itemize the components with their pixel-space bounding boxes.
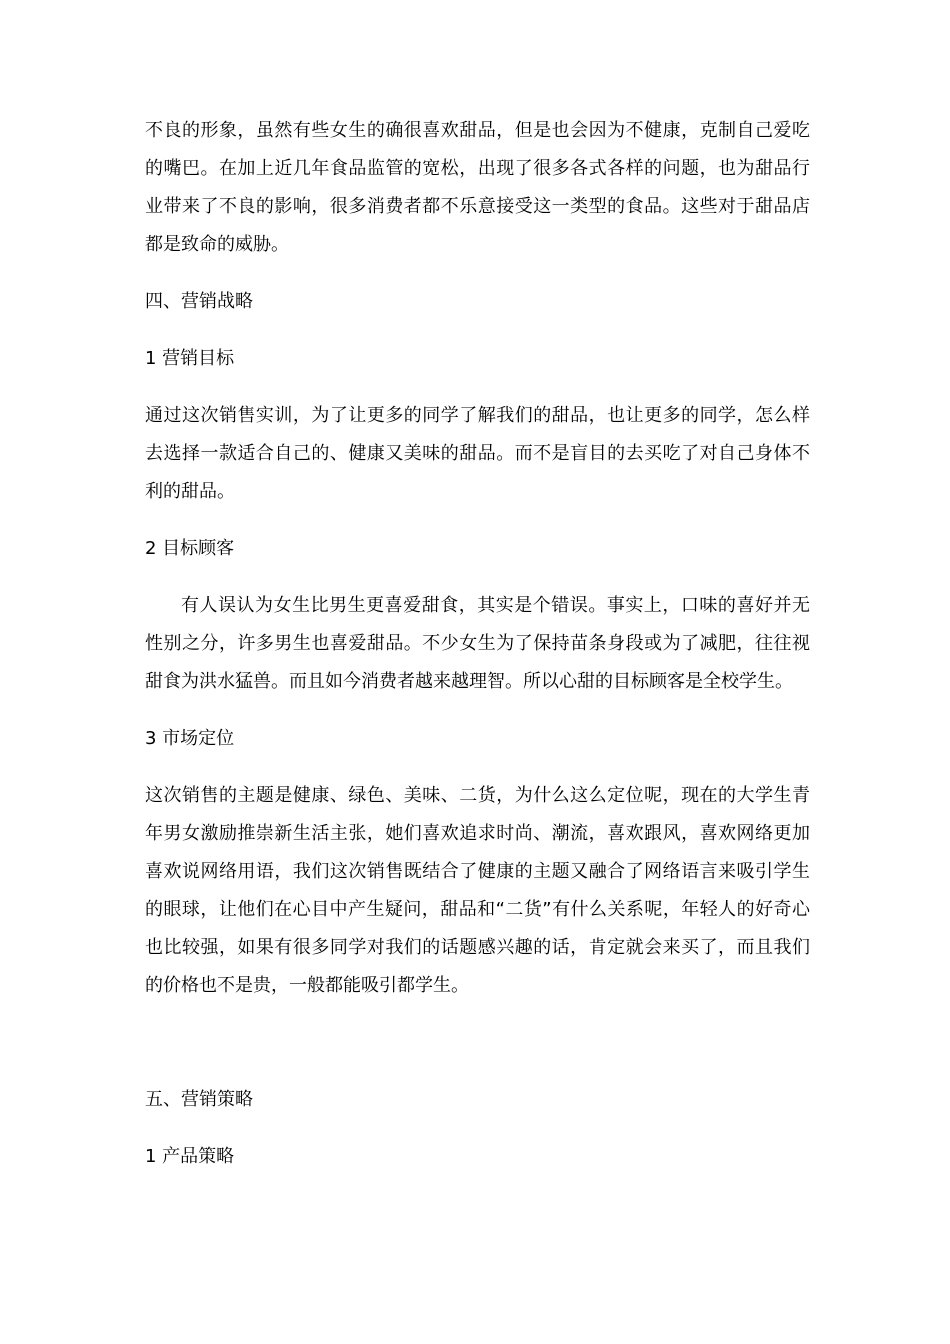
subheading-product-strategy: 1 产品策略 xyxy=(145,1146,235,1167)
section-heading-marketing-tactics: 五、营销策略 xyxy=(145,1089,253,1110)
threat-paragraph: 不良的形象，虽然有些女生的确很喜欢甜品，但是也会因为不健康，克制自己爱吃的嘴巴。在加上近几年食品监管的宽松，出现了很多各式各样的问题，也为甜品行业带来了不良的影响，很多消费者都不乐意接受这一类型的食品。这些对于甜品店都是致命的威胁。 xyxy=(145,120,810,255)
subheading-marketing-goal: 1 营销目标 xyxy=(145,348,235,369)
section-heading-marketing-strategy: 四、营销战略 xyxy=(145,291,253,312)
marketing-goal-paragraph: 通过这次销售实训，为了让更多的同学了解我们的甜品，也让更多的同学，怎么样去选择一款适合自己的、健康又美味的甜品。而不是盲目的去买吃了对自己身体不利的甜品。 xyxy=(145,405,810,502)
subheading-target-customer: 2 目标顾客 xyxy=(145,538,235,559)
market-positioning-paragraph: 这次销售的主题是健康、绿色、美味、二货，为什么这么定位呢，现在的大学生青年男女激励推崇新生活主张，她们喜欢追求时尚、潮流，喜欢跟风，喜欢网络更加喜欢说网络用语，我们这次销售既结合了健康的主题又融合了网络语言来吸引学生的眼球，让他们在心目中产生疑问，甜品和“二货”有什么关系呢，年轻人的好奇心也比较强，如果有很多同学对我们的话题感兴趣的话，肯定就会来买了，而且我们的价格也不是贵，一般都能吸引都学生。 xyxy=(145,785,810,996)
target-customer-paragraph: 有人误认为女生比男生更喜爱甜食，其实是个错误。事实上，口味的喜好并无性别之分，许多男生也喜爱甜品。不少女生为了保持苗条身段或为了减肥，往往视甜食为洪水猛兽。而且如今消费者越来越理智。所以心甜的目标顾客是全校学生。 xyxy=(145,595,810,692)
subheading-market-positioning: 3 市场定位 xyxy=(145,728,235,749)
document-body xyxy=(145,112,810,1195)
